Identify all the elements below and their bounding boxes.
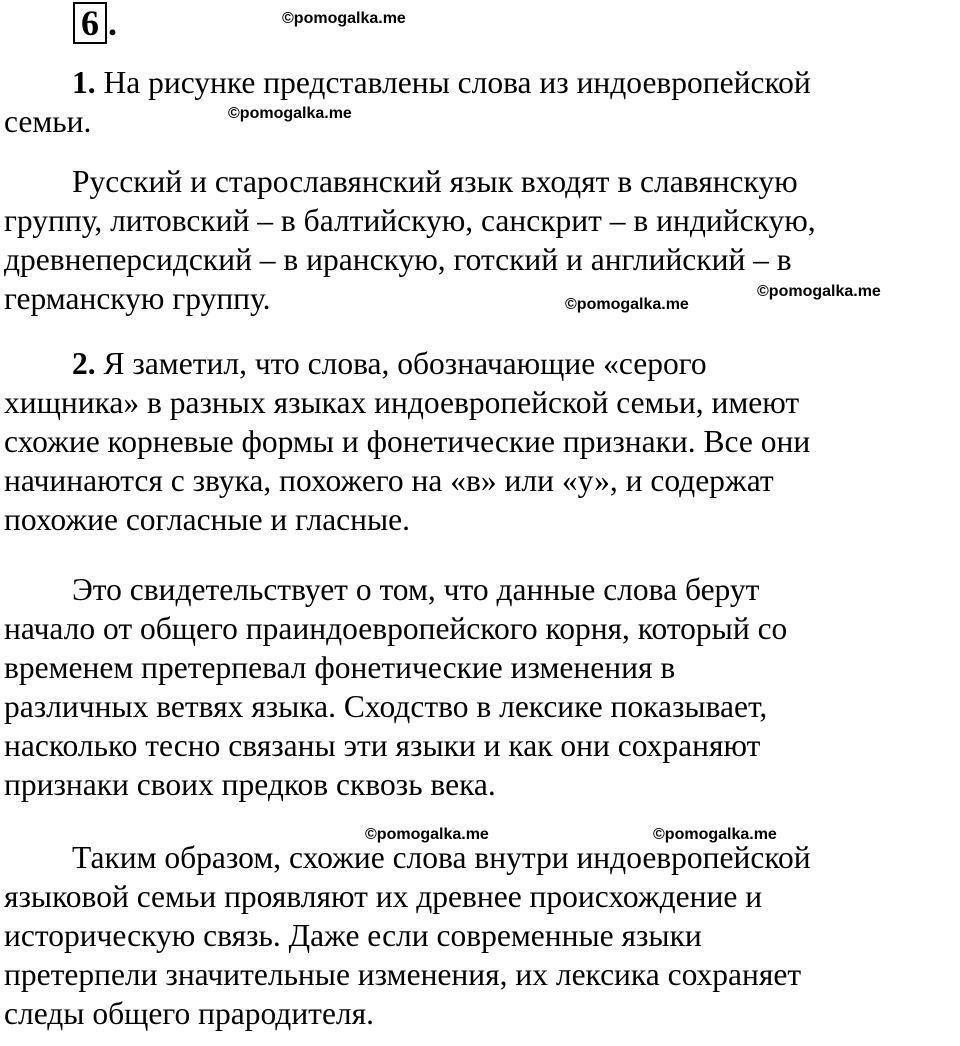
paragraph-4-text: Это свидетельствует о том, что данные слова берут начало от общего праиндоевропейского корня, который со временем претерпевал фонетические изменения в различных ветвях языка. Сходство в лексике показывает, насколько тесно связаны эти языки и как они сохраняют признаки своих предков сквозь века. xyxy=(4,572,788,802)
task-number-box: 6 xyxy=(73,2,107,44)
paragraph-1-lead: 1. xyxy=(72,65,96,100)
paragraph-1-text: На рисунке представлены слова из индоевропейской семьи. xyxy=(4,65,811,139)
paragraph-3 xyxy=(4,344,960,539)
watermark: ©pomogalka.me xyxy=(757,283,881,300)
watermark: ©pomogalka.me xyxy=(228,105,352,122)
watermark: ©pomogalka.me xyxy=(653,826,777,843)
task-number-dot: . xyxy=(108,3,117,43)
watermark: ©pomogalka.me xyxy=(282,10,406,27)
paragraph-5 xyxy=(4,838,960,1033)
paragraph-3-text: Я заметил, что слова, обозначающие «серого хищника» в разных языках индоевропейской семьи, имеют схожие корневые формы и фонетические признаки. Все они начинаются с звука, похожего на «в» или «у», и содержат похожие согласные и гласные. xyxy=(4,346,811,537)
paragraph-1 xyxy=(4,63,960,141)
paragraph-2-text: Русский и старославянский язык входят в славянскую группу, литовский – в балтийскую, санскрит – в индийскую, древнеперсидский – в иранскую, готский и английский – в германскую группу. xyxy=(4,164,816,316)
task-number xyxy=(73,2,117,44)
watermark: ©pomogalka.me xyxy=(365,826,489,843)
watermark: ©pomogalka.me xyxy=(565,296,689,313)
paragraph-5-text: Таким образом, схожие слова внутри индоевропейской языковой семьи проявляют их древнее происхождение и историческую связь. Даже если современные языки претерпели значительные изменения, их лексика сохраняет следы общего прародителя. xyxy=(4,840,811,1031)
paragraph-4 xyxy=(4,570,960,804)
paragraph-3-lead: 2. xyxy=(72,346,96,381)
